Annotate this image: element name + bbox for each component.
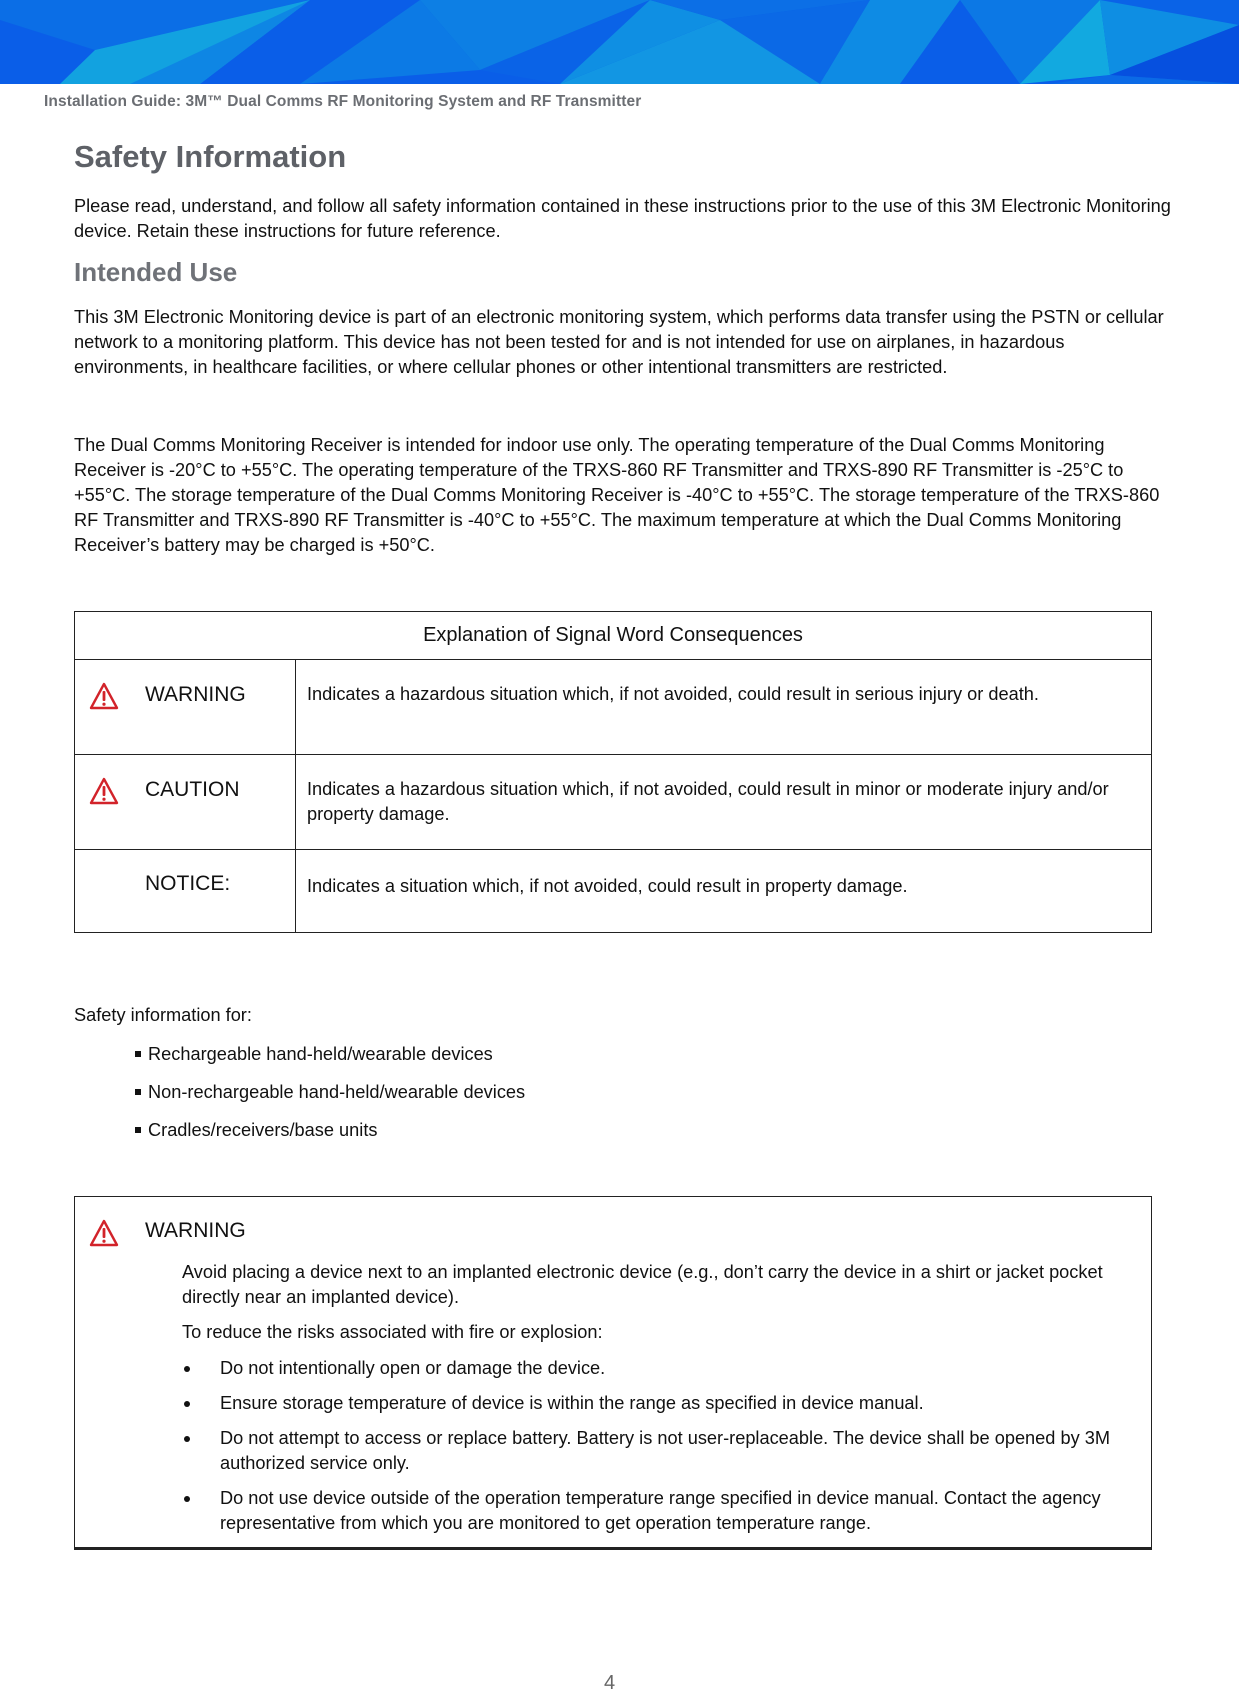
warning-box-title: WARNING <box>145 1219 246 1242</box>
bullet-dot-icon <box>184 1401 190 1407</box>
signal-word-warning: WARNING <box>145 683 246 706</box>
warning-triangle-icon <box>89 777 119 805</box>
warning-triangle-icon <box>89 682 119 710</box>
table-row <box>75 755 1152 850</box>
bullet-dot-icon <box>184 1496 190 1502</box>
section-title-intended-use: Intended Use <box>74 257 238 287</box>
page-number: 4 <box>604 1672 616 1694</box>
intended-use-paragraph-2: The Dual Comms Monitoring Receiver is intended for indoor use only. The operating temperature of the Dual Comms Monitoring Receiver is -20°C to +55°C. The operating temperature of the TRXS-860 RF Transmitter and TRXS-890 RF Transmitter is -25°C to +55°C. The storage temperature of the Dual Comms Monitoring Receiver is -40°C to +55°C. The storage temperature of the TRXS-860 RF Transmitter and TRXS-890 RF Transmitter is -40°C to +55°C. The maximum temperature at which the Dual Comms Monitoring Receiver’s battery may be charged is +50°C. <box>74 435 1160 555</box>
list-item <box>182 1356 1142 1381</box>
signal-word-table <box>74 611 1152 933</box>
bullet-dot-icon <box>184 1436 190 1442</box>
square-bullet-icon <box>135 1127 141 1133</box>
list-item-text: Rechargeable hand-held/wearable devices <box>148 1044 493 1064</box>
polygon-pattern-graphic <box>0 0 1239 84</box>
warning-triangle-icon <box>89 1219 119 1247</box>
safety-for-label: Safety information for: <box>74 1005 252 1025</box>
device-type-list <box>74 1042 525 1156</box>
list-item-text: Do not use device outside of the operation temperature range specified in device manual. Contact the agency representative from which you are monitored to get operation temperature range. <box>220 1488 1101 1533</box>
list-item-text: Do not attempt to access or replace battery. Battery is not user-replaceable. The device shall be opened by 3M authorized service only. <box>220 1428 1110 1473</box>
warning-text-fire: To reduce the risks associated with fire or explosion: <box>182 1322 603 1342</box>
bullet-dot-icon <box>184 1366 190 1372</box>
intended-use-paragraph-1: This 3M Electronic Monitoring device is part of an electronic monitoring system, which performs data transfer using the PSTN or cellular network to a monitoring platform. This device has not been tested for and is not intended for use on airplanes, in hazardous environments, in healthcare facilities, or where cellular phones or other intentional transmitters are restricted. <box>74 307 1164 377</box>
signal-word-cell <box>75 850 296 933</box>
signal-word-cell <box>75 660 296 755</box>
running-header: Installation Guide: 3M™ Dual Comms RF Monitoring System and RF Transmitter <box>44 93 642 110</box>
list-item <box>182 1426 1142 1476</box>
header-banner <box>0 0 1239 84</box>
list-item <box>182 1391 1142 1416</box>
signal-description: Indicates a hazardous situation which, if not avoided, could result in serious injury or death. <box>296 660 1152 755</box>
square-bullet-icon <box>135 1089 141 1095</box>
signal-table-header: Explanation of Signal Word Consequences <box>75 612 1152 660</box>
list-item <box>74 1042 525 1080</box>
table-row <box>75 660 1152 755</box>
table-row <box>75 850 1152 933</box>
safety-intro-paragraph: Please read, understand, and follow all safety information contained in these instructions prior to the use of this 3M Electronic Monitoring device. Retain these instructions for future reference. <box>74 196 1171 241</box>
signal-word-caution: CAUTION <box>145 778 240 801</box>
list-item-text: Do not intentionally open or damage the device. <box>220 1358 606 1378</box>
list-item <box>74 1080 525 1118</box>
list-item-text: Non-rechargeable hand-held/wearable devices <box>148 1082 526 1102</box>
signal-description: Indicates a situation which, if not avoided, could result in property damage. <box>296 850 1152 933</box>
warning-box <box>74 1196 1152 1550</box>
signal-word-cell <box>75 755 296 850</box>
warning-bullet-list <box>182 1356 1142 1546</box>
list-item <box>74 1118 525 1156</box>
list-item-text: Cradles/receivers/base units <box>148 1120 378 1140</box>
square-bullet-icon <box>135 1051 141 1057</box>
section-title-safety-information: Safety Information <box>74 139 347 174</box>
signal-word-notice: NOTICE: <box>145 872 231 895</box>
list-item <box>182 1486 1142 1536</box>
list-item-text: Ensure storage temperature of device is within the range as specified in device manual. <box>220 1393 924 1413</box>
warning-text-implant: Avoid placing a device next to an implanted electronic device (e.g., don’t carry the device in a shirt or jacket pocket directly near an implanted device). <box>182 1262 1103 1307</box>
signal-description: Indicates a hazardous situation which, if not avoided, could result in minor or moderate injury and/or property damage. <box>296 755 1152 850</box>
